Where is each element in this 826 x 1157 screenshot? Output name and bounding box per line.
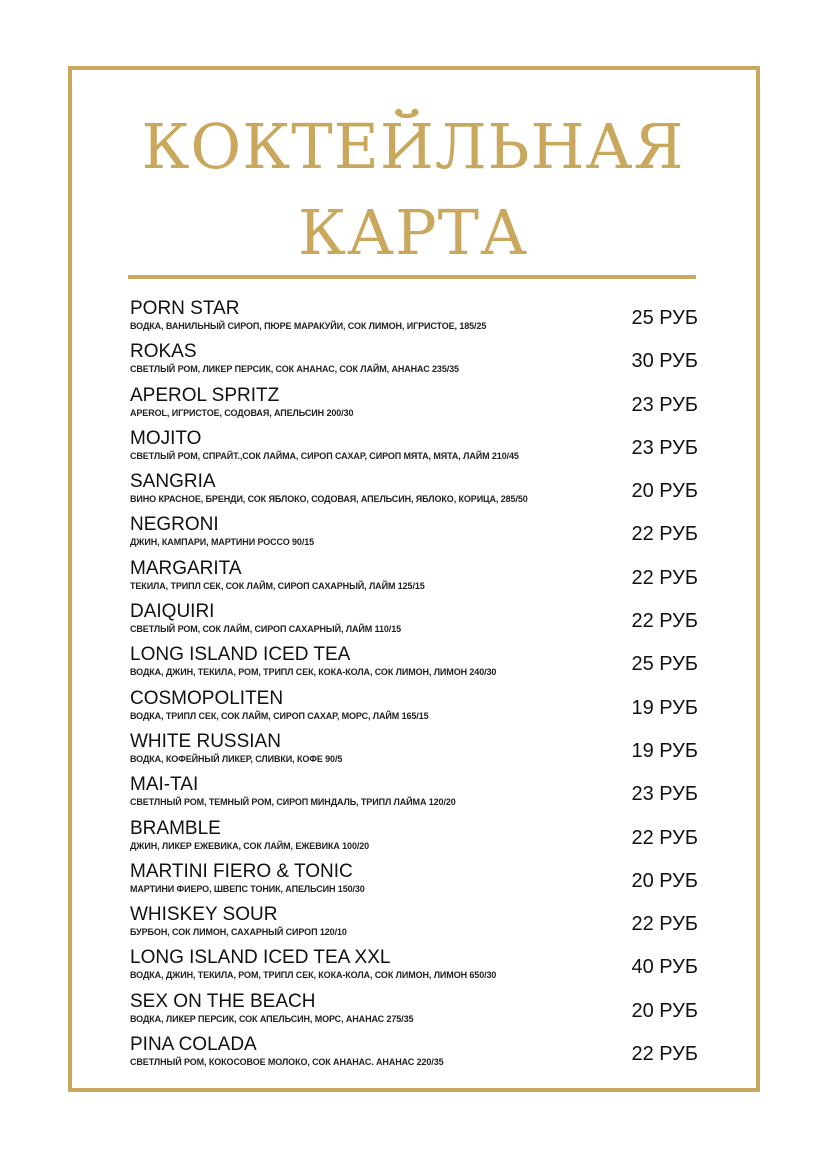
menu-item [128,1034,700,1077]
cocktail-ingredients: СВЕТЛЫЙ РОМ, СПРАЙТ.,СОК ЛАЙМА, СИРОП САХАР, СИРОП МЯТА, МЯТА, ЛАЙМ 210/45 [130,450,519,461]
menu-item [128,904,700,947]
cocktail-ingredients: ВОДКА, ТРИПЛ СЕК, СОК ЛАЙМ, СИРОП САХАР, МОРС, ЛАЙМ 165/15 [130,710,429,721]
cocktail-name: MARGARITA [130,557,242,579]
cocktail-name: NEGRONI [130,514,219,536]
cocktail-price: 22 РУБ [631,523,698,546]
title-line-1: КОКТЕЙЛЬНАЯ [141,110,685,183]
cocktail-name: DAIQUIRI [130,601,215,623]
menu-item [128,601,700,644]
cocktail-price: 20 РУБ [631,480,698,503]
cocktail-name: BRAMBLE [130,817,221,839]
cocktail-price: 22 РУБ [631,1043,698,1066]
cocktail-price: 25 РУБ [631,307,698,329]
cocktail-price: 19 РУБ [631,739,698,762]
cocktail-ingredients: ВОДКА, ДЖИН, ТЕКИЛА, РОМ, ТРИПЛ СЕК, КОКА-КОЛА, СОК ЛИМОН, ЛИМОН 650/30 [130,970,497,981]
cocktail-name: COSMOPOLITEN [130,687,284,709]
cocktail-ingredients: ТЕКИЛА, ТРИПЛ СЕК, СОК ЛАЙМ, СИРОП САХАРНЫЙ, ЛАЙМ 125/15 [130,580,425,591]
menu-item [128,385,700,428]
cocktail-ingredients: БУРБОН, СОК ЛИМОН, САХАРНЫЙ СИРОП 120/10 [130,927,347,938]
cocktail-name: SANGRIA [130,471,216,493]
cocktail-name: SEX ON THE BEACH [130,990,316,1012]
menu-item [128,991,700,1034]
cocktail-price: 22 РУБ [631,610,698,633]
cocktail-name: LONG ISLAND ICED TEA XXL [130,947,391,969]
cocktail-price: 22 РУБ [631,826,698,849]
menu-item [128,861,700,904]
cocktail-name: MAI-TAI [130,774,199,796]
cocktail-list [128,298,700,1077]
page-title [0,104,826,276]
cocktail-ingredients: СВЕТЛНЫЙ РОМ, ТЕМНЫЙ РОМ, СИРОП МИНДАЛЬ, ТРИПЛ ЛАЙМА 120/20 [130,797,456,808]
menu-item [128,731,700,774]
cocktail-price: 23 РУБ [631,436,698,459]
cocktail-price: 22 РУБ [631,566,698,589]
cocktail-price: 19 РУБ [631,696,698,719]
cocktail-ingredients: СВЕТЛЫЙ РОМ, ЛИКЕР ПЕРСИК, СОК АНАНАС, СОК ЛАЙМ, АНАНАС 235/35 [130,364,459,375]
menu-item [128,514,700,557]
menu-item [128,428,700,471]
cocktail-ingredients: ДЖИН, ЛИКЕР ЕЖЕВИКА, СОК ЛАЙМ, ЕЖЕВИКА 100/20 [130,840,370,851]
cocktail-ingredients: ВИНО КРАСНОЕ, БРЕНДИ, СОК ЯБЛОКО, СОДОВАЯ, АПЕЛЬСИН, ЯБЛОКО, КОРИЦА, 285/50 [130,494,528,505]
cocktail-price: 23 РУБ [631,393,698,416]
cocktail-ingredients: МАРТИНИ ФИЕРО, ШВЕПС ТОНИК, АПЕЛЬСИН 150/30 [130,883,365,894]
cocktail-ingredients: СВЕТЛНЫЙ РОМ, КОКОСОВОЕ МОЛОКО, СОК АНАНАС. АНАНАС 220/35 [130,1057,444,1068]
menu-item [128,818,700,861]
menu-item [128,688,700,731]
menu-item [128,471,700,514]
cocktail-name: MOJITO [130,427,202,449]
menu-item [128,644,700,687]
cocktail-ingredients: ДЖИН, КАМПАРИ, МАРТИНИ РОССО 90/15 [130,537,315,548]
menu-item [128,298,700,341]
menu-item [128,341,700,384]
cocktail-price: 40 РУБ [631,956,698,979]
menu-item [128,774,700,817]
cocktail-name: ROKAS [130,341,197,363]
cocktail-ingredients: ВОДКА, КОФЕЙНЫЙ ЛИКЕР, СЛИВКИ, КОФЕ 90/5 [130,753,343,764]
cocktail-price: 25 РУБ [631,653,698,676]
cocktail-name: LONG ISLAND ICED TEA [130,644,351,666]
cocktail-price: 20 РУБ [631,999,698,1022]
cocktail-ingredients: ВОДКА, ВАНИЛЬНЫЙ СИРОП, ПЮРЕ МАРАКУЙИ, СОК ЛИМОН, ИГРИСТОЕ, 185/25 [130,321,487,331]
cocktail-ingredients: ВОДКА, ЛИКЕР ПЕРСИК, СОК АПЕЛЬСИН, МОРС, АНАНАС 275/35 [130,1013,414,1024]
cocktail-name: WHISKEY SOUR [130,904,278,926]
cocktail-name: MARTINI FIERO & TONIC [130,860,353,882]
cocktail-price: 30 РУБ [631,350,698,373]
cocktail-ingredients: APEROL, ИГРИСТОЕ, СОДОВАЯ, АПЕЛЬСИН 200/30 [130,407,354,418]
cocktail-ingredients: ВОДКА, ДЖИН, ТЕКИЛА, РОМ, ТРИПЛ СЕК, КОКА-КОЛА, СОК ЛИМОН, ЛИМОН 240/30 [130,667,497,678]
cocktail-price: 20 РУБ [631,869,698,892]
title-line-2: КАРТА [298,196,528,269]
cocktail-ingredients: СВЕТЛЫЙ РОМ, СОК ЛАЙМ, СИРОП САХАРНЫЙ, ЛАЙМ 110/15 [130,624,401,635]
cocktail-name: WHITE RUSSIAN [130,730,281,752]
cocktail-price: 22 РУБ [631,913,698,936]
cocktail-price: 23 РУБ [631,783,698,806]
title-divider [128,275,696,279]
cocktail-name: PINA COLADA [130,1034,257,1056]
menu-item [128,947,700,990]
cocktail-name: PORN STAR [130,298,240,319]
menu-item [128,558,700,601]
cocktail-name: APEROL SPRITZ [130,384,280,406]
